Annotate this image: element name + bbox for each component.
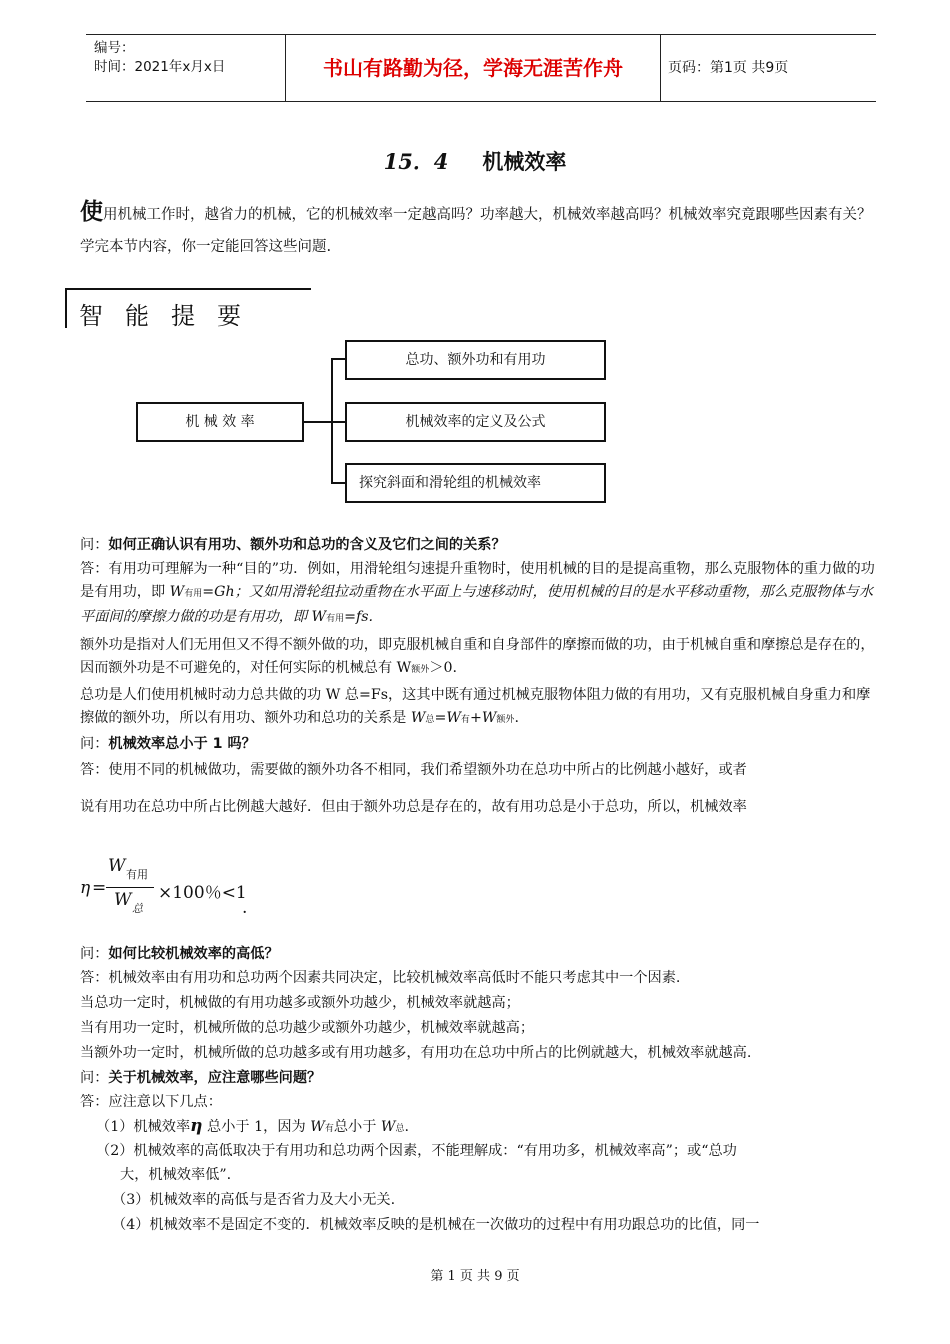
answer-4-point-2-cont: 大，机械效率低”.: [120, 1167, 232, 1183]
answer-4-intro: 答：应注意以下几点：: [80, 1094, 222, 1110]
header-page-info: 页码：第1页 共9页: [668, 60, 789, 76]
section-heading: [65, 288, 311, 328]
question-4: 问：关于机械效率，应注意哪些问题？: [80, 1070, 322, 1086]
answer-2-line-2: 说有用功在总功中所占比例越大越好．但由于额外功总是存在的，故有用功总是小于总功，所以，机械效率: [80, 799, 747, 815]
intro-text: 用机械工作时，越省力的机械，它的机械效率一定越高吗？功率越大，机械效率越高吗？机械效率究竟跟哪些因素有关？学完本节内容，你一定能回答这些问题.: [80, 207, 872, 255]
diagram-branch-2: 机械效率的定义及公式: [345, 402, 606, 442]
answer-1-para-3: 总功是人们使用机械时动力总共做的功 W 总=Fs，这其中既有通过机械克服物体阻力做的有用功，又有克服机械自身重力和摩擦做的额外功，所以有用功、额外功和总功的关系是 W总=W有+W额外.: [80, 687, 871, 726]
section-heading-text: 智能提要: [79, 302, 263, 330]
efficiency-formula: η = W 有用 W 总 ×100％<1 .: [80, 856, 248, 918]
page-footer: 第 1 页 共 9 页: [430, 1269, 520, 1284]
question-2: 问：机械效率总小于 1 吗？: [80, 736, 256, 752]
fraction-bar: [106, 887, 154, 888]
diagram-connector: [304, 421, 332, 423]
answer-4-point-2: （2）机械效率的高低取决于有用功和总功两个因素，不能理解成：“有用功多，机械效率高”；或“总功: [96, 1143, 737, 1159]
diagram-root: 机 械 效 率: [136, 402, 304, 442]
intro-paragraph: [80, 196, 880, 263]
diagram-branch-3: 探究斜面和滑轮组的机械效率: [345, 463, 606, 503]
section-title-text: 机械效率: [482, 149, 567, 174]
page-header: [86, 34, 876, 102]
answer-3-line-1: 答：机械效率由有用功和总功两个因素共同决定，比较机械效率高低时不能只考虑其中一个因素.: [80, 970, 681, 986]
page-title: [0, 146, 950, 176]
diagram-branch-line: [331, 358, 346, 360]
question-3: 问：如何比较机械效率的高低？: [80, 946, 279, 962]
answer-4-point-4: （4）机械效率不是固定不变的．机械效率反映的是机械在一次做功的过程中有用功跟总功的比值，同一: [112, 1217, 760, 1233]
header-motto: 书山有路勤为径，学海无涯苦作舟: [286, 35, 661, 101]
question-1: 问：如何正确认识有用功、额外功和总功的含义及它们之间的关系？: [80, 537, 506, 553]
answer-1-para-2: 额外功是指对人们无用但又不得不额外做的功，即克服机械自重和自身部件的摩擦而做的功，由于机械自重和摩擦总是存在的，因而额外功是不可避免的，对任何实际的机械总有 W额外＞0.: [80, 637, 875, 676]
number-label: 编号：: [94, 40, 135, 56]
intro-first-char: 使: [80, 199, 103, 225]
diagram-branch-1: 总功、额外功和有用功: [345, 340, 606, 380]
diagram-branch-line: [331, 421, 346, 423]
header-meta: [86, 35, 286, 101]
section-number: 15．4: [383, 149, 449, 174]
diagram-branch-line: [331, 482, 346, 484]
answer-1-para-1: 答：有用功可理解为一种“目的”功．例如，用滑轮组匀速提升重物时，使用机械的目的是提高重物，那么克服物体的重力做的功是有用功，即 W有用=Gh；又如用滑轮组拉动重物在水平面上与速移动时，使用机械的目的是水平移动重物，那么克服物体与水平面间的摩擦力做的功是有用功，即 W有用=fs.: [80, 561, 875, 625]
date-label: 时间：2021年x月x日: [94, 59, 226, 75]
answer-2-line-1: 答：使用不同的机械做功，需要做的额外功各不相同，我们希望额外功在总功中所占的比例越小越好，或者: [80, 762, 747, 778]
answer-3-line-2: 当总功一定时，机械做的有用功越多或额外功越少，机械效率就越高；: [80, 995, 520, 1011]
answer-4-point-3: （3）机械效率的高低与是否省力及大小无关.: [112, 1192, 396, 1208]
answer-3-line-3: 当有用功一定时，机械所做的总功越少或额外功越少，机械效率就越高；: [80, 1020, 535, 1036]
answer-4-point-1: （1）机械效率η 总小于 1，因为 W有总小于 W总.: [96, 1116, 410, 1136]
answer-3-line-4: 当额外功一定时，机械所做的总功越多或有用功越多，有用功在总功中所占的比例就越大，机械效率就越高.: [80, 1045, 752, 1061]
